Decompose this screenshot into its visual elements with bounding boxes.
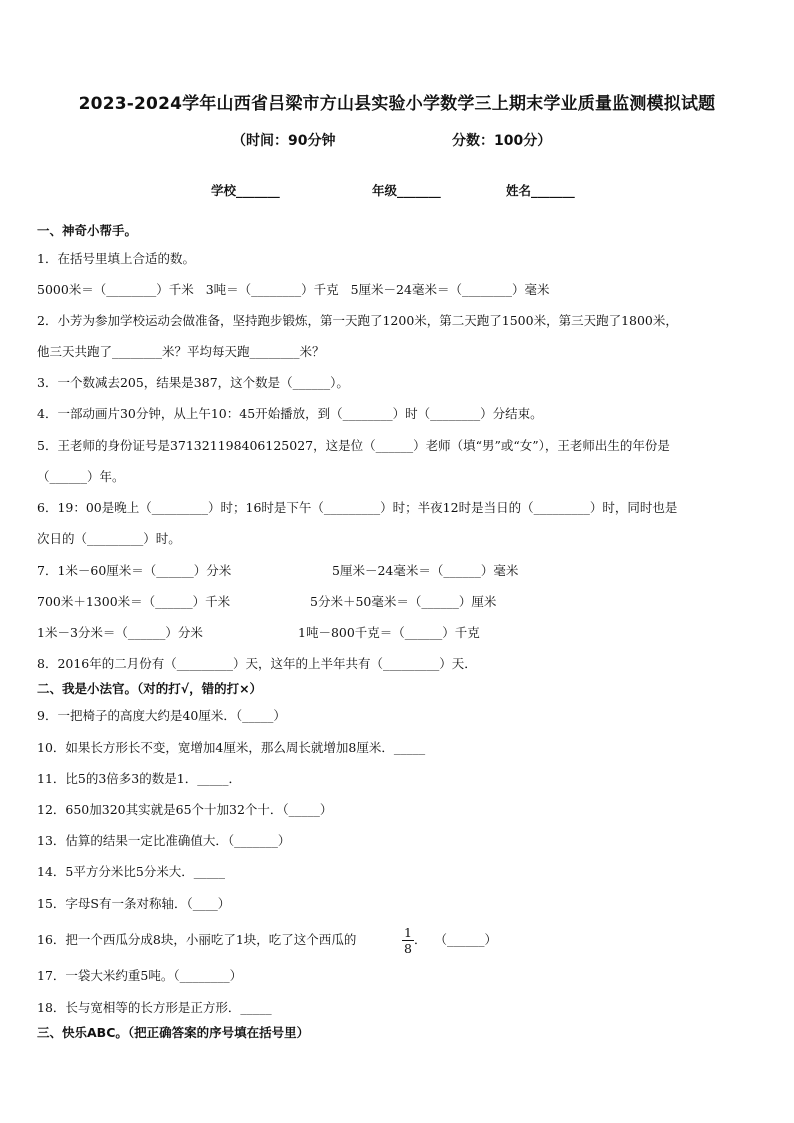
fraction-one-eighth: [402, 926, 414, 955]
question-7-a: 7．1米－60厘米＝（______）分米: [37, 563, 232, 578]
question-6-line-2: 次日的（_________）时。: [37, 531, 181, 546]
name-field: 姓名_______: [506, 183, 575, 198]
question-17: 17．一袋大米约重5吨。（________）: [37, 968, 243, 983]
question-11: 11．比5的3倍多3的数是1．_____．: [37, 771, 241, 786]
question-8: 8．2016年的二月份有（_________）天，这年的上半年共有（_________）天．: [37, 656, 477, 671]
question-5-line-1: 5．王老师的身份证号是371321198406125027，这是位（______）老师（填“男”或“女”），王老师出生的年份是: [37, 438, 670, 453]
question-13: 13．估算的结果一定比准确值大．（_______）: [37, 833, 291, 848]
question-3: 3．一个数减去205，结果是387，这个数是（______）。: [37, 375, 349, 390]
question-1-items: 5000米＝（________）千米 3吨＝（________）千克 5厘米－24毫米＝（________）毫米: [37, 282, 550, 297]
question-10: 10．如果长方形长不变，宽增加4厘米，那么周长就增加8厘米．_____: [37, 740, 426, 755]
grade-field: 年级_______: [372, 183, 441, 198]
question-15: 15．字母S有一条对称轴．（____）: [37, 896, 231, 911]
school-field: 学校_______: [211, 183, 280, 198]
question-4: 4．一部动画片30分钟，从上午10：45开始播放，到（________）时（________）分结束。: [37, 406, 543, 421]
section-heading-2: 二、我是小法官。（对的打√，错的打×）: [37, 681, 263, 696]
exam-score: 分数：100分）: [452, 133, 552, 149]
question-7-d: 5分米＋50毫米＝（______）厘米: [310, 594, 497, 609]
question-12: 12．650加320其实就是65个十加32个十．（_____）: [37, 802, 333, 817]
fraction-numerator: 1: [404, 925, 412, 940]
question-7-b: 5厘米－24毫米＝（______）毫米: [332, 563, 519, 578]
question-14: 14．5平方分米比5分米大．_____: [37, 864, 226, 879]
exam-time: （时间：90分钟: [232, 133, 336, 149]
question-18: 18．长与宽相等的长方形是正方形．_____: [37, 1000, 272, 1015]
question-2-line-1: 2．小芳为参加学校运动会做准备，坚持跑步锻炼，第一天跑了1200米，第二天跑了1500米，第三天跑了1800米，: [37, 313, 678, 328]
question-2-line-2: 他三天共跑了________米？平均每天跑________米？: [37, 344, 325, 359]
fraction-denominator: 8: [404, 941, 412, 956]
section-heading-3: 三、快乐ABC。（把正确答案的序号填在括号里）: [37, 1025, 310, 1040]
exam-title: 2023-2024学年山西省吕梁市方山县实验小学数学三上期末学业质量监测模拟试题: [78, 94, 716, 114]
question-5-line-2: （______）年。: [37, 469, 125, 484]
question-1: 1．在括号里填上合适的数。: [37, 251, 195, 266]
question-9: 9．一把椅子的高度大约是40厘米．（_____）: [37, 708, 286, 723]
question-7-e: 1米－3分米＝（______）分米: [37, 625, 203, 640]
question-16: 16．把一个西瓜分成8块，小丽吃了1块，吃了这个西瓜的: [37, 932, 357, 947]
question-7-c: 700米＋1300米＝（______）千米: [37, 594, 231, 609]
question-7-f: 1吨－800千克＝（______）千克: [298, 625, 480, 640]
question-16-answer: ． （______）: [414, 932, 497, 947]
question-6-line-1: 6．19：00是晚上（_________）时；16时是下午（_________）时；半夜12时是当日的（_________）时，同时也是: [37, 500, 678, 515]
section-heading-1: 一、神奇小帮手。: [37, 223, 138, 238]
